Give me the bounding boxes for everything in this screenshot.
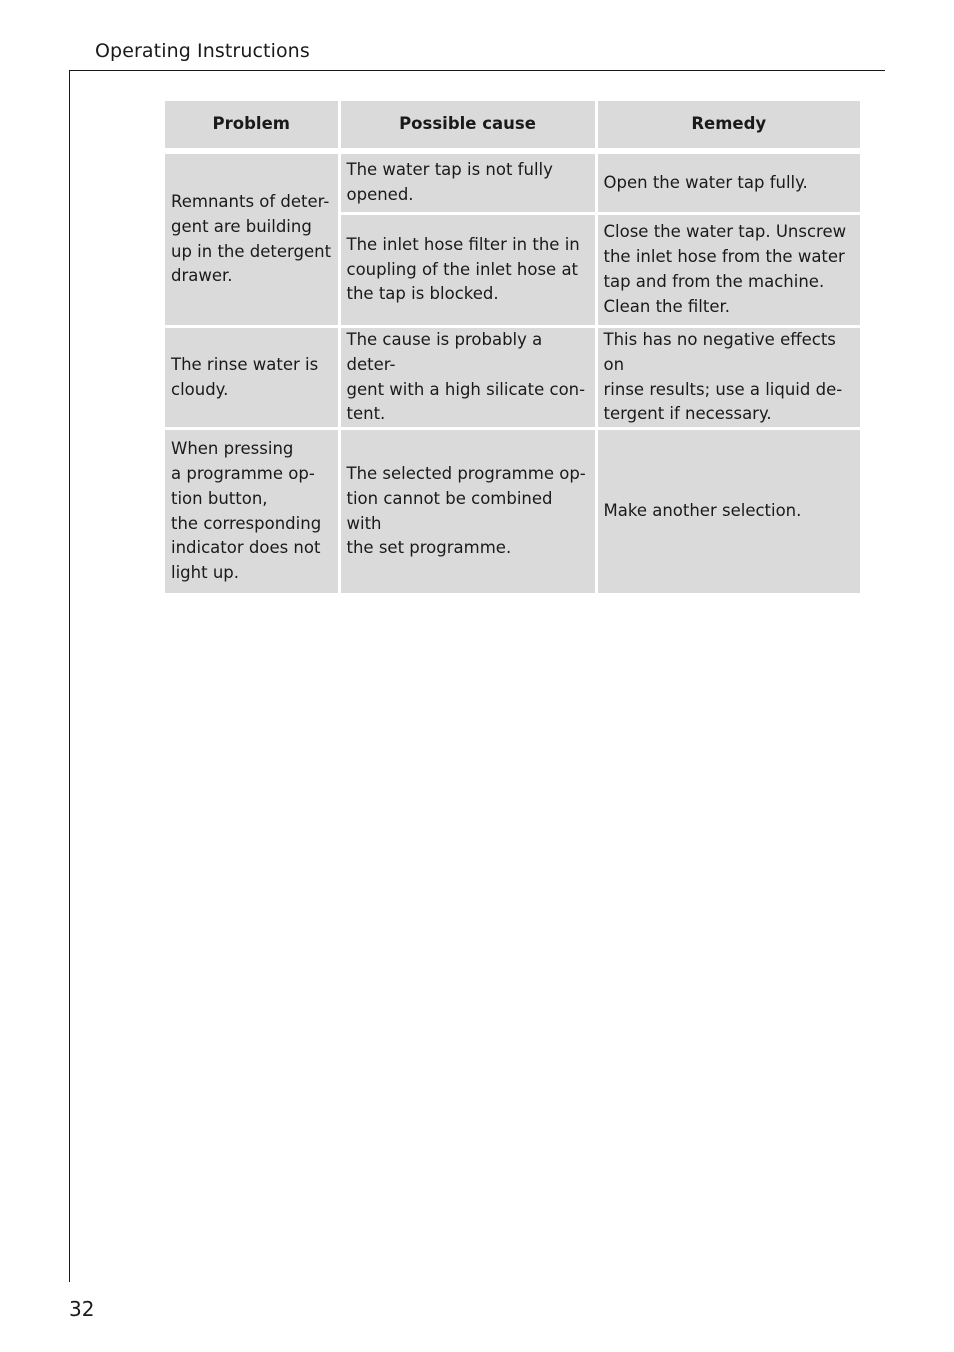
cause-cell bbox=[339, 154, 596, 212]
remedy-text: This has no negative effects on rinse results; use a liquid de- tergent if necessary. bbox=[603, 330, 843, 424]
cause-text: The water tap is not fully opened. bbox=[346, 160, 553, 204]
cause-cell bbox=[339, 430, 596, 593]
cause-text: The cause is probably a deter- gent with a high silicate con- tent. bbox=[346, 330, 586, 424]
column-header-possible-cause: Possible cause bbox=[339, 101, 596, 148]
header-rule bbox=[69, 70, 885, 71]
troubleshooting-table bbox=[165, 101, 860, 593]
problem-text: When pressing a programme op- tion button, the corresponding indicator does not light up. bbox=[171, 439, 322, 583]
problem-text: The rinse water is cloudy. bbox=[171, 354, 319, 399]
remedy-text: Make another selection. bbox=[603, 501, 802, 521]
cause-cell bbox=[339, 215, 596, 325]
cause-text: The inlet hose filter in the in coupling of the inlet hose at the tap is blocked. bbox=[346, 234, 580, 304]
remedy-cell bbox=[596, 215, 860, 325]
table-row bbox=[165, 430, 860, 593]
remedy-text: Open the water tap fully. bbox=[603, 172, 808, 192]
cause-cell bbox=[339, 328, 596, 427]
page-number: 32 bbox=[69, 1297, 95, 1321]
remedy-text: Close the water tap. Unscrew the inlet hose from the water tap and from the machine. Clean the filter. bbox=[603, 222, 847, 316]
side-rule bbox=[69, 70, 70, 1282]
table-header-row bbox=[165, 101, 860, 148]
problem-cell bbox=[165, 154, 339, 325]
page-header-title: Operating Instructions bbox=[95, 40, 310, 62]
table-row bbox=[165, 328, 860, 427]
table-row bbox=[165, 154, 860, 212]
column-header-problem: Problem bbox=[165, 101, 339, 148]
cause-text: The selected programme op- tion cannot be combined with the set programme. bbox=[346, 464, 586, 558]
column-header-remedy: Remedy bbox=[596, 101, 860, 148]
problem-text: Remnants of deter- gent are building up in the detergent drawer. bbox=[171, 191, 332, 286]
problem-cell bbox=[165, 328, 339, 427]
remedy-cell bbox=[596, 154, 860, 212]
remedy-cell bbox=[596, 328, 860, 427]
remedy-cell bbox=[596, 430, 860, 593]
problem-cell bbox=[165, 430, 339, 593]
